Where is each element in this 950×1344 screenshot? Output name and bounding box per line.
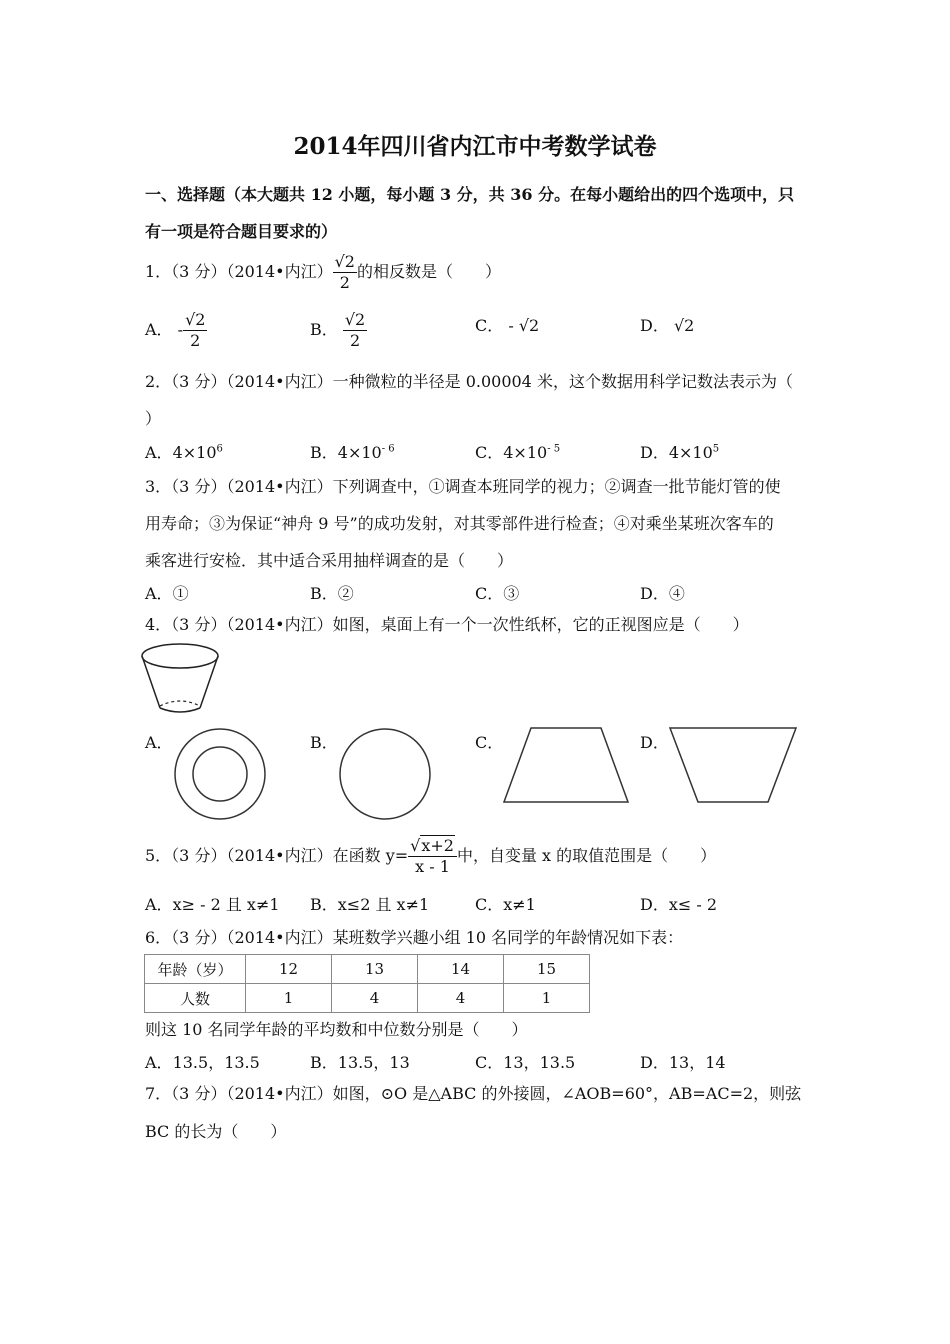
q4-option-b-figure-circle bbox=[337, 726, 433, 822]
option-label: B． bbox=[310, 320, 338, 339]
option-label: B． bbox=[310, 1053, 338, 1072]
option-label: B． bbox=[310, 895, 338, 914]
table-cell: 1 bbox=[246, 984, 332, 1013]
q5-prefix: 5．（3 分）（2014•内江）在函数 y= bbox=[145, 846, 409, 865]
q5-radicand: x+2 bbox=[421, 836, 454, 855]
option-label: D． bbox=[640, 584, 669, 603]
option-value: x≥ - 2 且 x≠1 bbox=[172, 895, 280, 914]
q1-frac-den: 2 bbox=[339, 273, 350, 292]
option-value: 13.5，13.5 bbox=[172, 1053, 260, 1072]
q5-option-d bbox=[640, 892, 717, 915]
q5-frac-den: x - 1 bbox=[415, 857, 450, 876]
q2-option-d bbox=[640, 440, 719, 463]
table-cell: 4 bbox=[332, 984, 418, 1013]
q1-option-c bbox=[475, 313, 539, 336]
q1-prefix: 1．（3 分）（2014•内江） bbox=[145, 262, 333, 281]
option-value: ④ bbox=[668, 584, 685, 603]
option-value: 13.5，13 bbox=[337, 1053, 410, 1072]
q1-frac-num: √2 bbox=[334, 252, 355, 271]
table-cell: 12 bbox=[246, 955, 332, 984]
table-cell: 人数 bbox=[145, 984, 246, 1013]
q3-option-b bbox=[310, 581, 354, 604]
q1-option-b bbox=[310, 310, 367, 351]
option-base: 4×10 bbox=[503, 443, 548, 462]
q4-option-a-figure-concentric-circles bbox=[172, 726, 268, 822]
frac-den: 2 bbox=[349, 331, 361, 350]
option-label: C． bbox=[475, 316, 504, 335]
q5-option-a bbox=[145, 892, 280, 915]
q1-option-d bbox=[640, 313, 694, 336]
option-exponent: 5 bbox=[712, 443, 720, 455]
option-value: ② bbox=[337, 584, 354, 603]
question-2-line1: 2．（3 分）（2014•内江）一种微粒的半径是 0.00004 米，这个数据用科学记数法表示为（ bbox=[145, 372, 793, 391]
table-row bbox=[145, 955, 590, 984]
option-value: x≠1 bbox=[503, 895, 536, 914]
option-value: √2 bbox=[673, 316, 695, 335]
q3-option-d bbox=[640, 581, 685, 604]
q2-option-b bbox=[310, 440, 395, 463]
option-value: 13，13.5 bbox=[503, 1053, 576, 1072]
q1-option-a bbox=[145, 310, 207, 351]
q5-suffix: 中，自变量 x 的取值范围是（ ） bbox=[456, 846, 717, 865]
table-row bbox=[145, 984, 590, 1013]
q6-option-a bbox=[145, 1050, 260, 1073]
q4-option-a-label: A． bbox=[145, 733, 173, 752]
option-value: ① bbox=[172, 584, 189, 603]
question-3-line2: 用寿命；③为保证“神舟 9 号”的成功发射，对其零部件进行检查；④对乘坐某班次客车的 bbox=[145, 514, 774, 533]
option-base: 4×10 bbox=[172, 443, 217, 462]
table-cell: 年龄（岁） bbox=[145, 955, 246, 984]
minus-sign: - bbox=[177, 320, 184, 339]
q5-fraction bbox=[408, 836, 457, 877]
table-cell: 1 bbox=[504, 984, 590, 1013]
option-label: C． bbox=[475, 584, 504, 603]
option-label: C． bbox=[475, 895, 504, 914]
question-2-line2: ） bbox=[145, 409, 162, 428]
frac-den: 2 bbox=[190, 331, 201, 350]
option-label: C． bbox=[475, 1053, 504, 1072]
option-label: D． bbox=[640, 895, 669, 914]
option-label: D． bbox=[640, 316, 669, 335]
option-label: A． bbox=[145, 1053, 173, 1072]
option-exponent: - 5 bbox=[547, 443, 561, 455]
option-label: C． bbox=[475, 443, 504, 462]
option-label: A． bbox=[145, 443, 173, 462]
option-label: B． bbox=[310, 584, 338, 603]
frac-num: √2 bbox=[344, 310, 366, 329]
option-value: x≤2 且 x≠1 bbox=[337, 895, 430, 914]
q3-option-a bbox=[145, 581, 189, 604]
option-exponent: - 6 bbox=[381, 443, 395, 455]
question-7-line2: BC 的长为（ ） bbox=[145, 1122, 287, 1141]
q5-frac-num: √x+2 bbox=[408, 836, 457, 857]
q2-option-a bbox=[145, 440, 223, 463]
q4-option-c-label: C． bbox=[475, 733, 504, 752]
table-cell: 4 bbox=[418, 984, 504, 1013]
option-label: D． bbox=[640, 443, 669, 462]
q4-option-d-figure-inverted-trapezoid bbox=[666, 724, 800, 806]
question-3-line1: 3．（3 分）（2014•内江）下列调查中，①调查本班同学的视力；②调查一批节能灯管的使 bbox=[145, 477, 781, 496]
question-6-line1: 6．（3 分）（2014•内江）某班数学兴趣小组 10 名同学的年龄情况如下表： bbox=[145, 928, 684, 947]
q3-option-c bbox=[475, 581, 519, 604]
option-base: 4×10 bbox=[337, 443, 382, 462]
section-heading-line2: 有一项是符合题目要求的） bbox=[145, 222, 338, 241]
age-table bbox=[144, 954, 590, 1013]
q6-option-b bbox=[310, 1050, 410, 1073]
q4-option-b-label: B． bbox=[310, 733, 338, 752]
option-base: 4×10 bbox=[668, 443, 713, 462]
section-heading-line1: 一、选择题（本大题共 12 小题，每小题 3 分，共 36 分。在每小题给出的四个选项中，只 bbox=[145, 185, 795, 204]
question-1 bbox=[145, 252, 501, 293]
q4-option-d-label: D． bbox=[640, 733, 669, 752]
table-cell: 13 bbox=[332, 955, 418, 984]
option-fraction bbox=[343, 310, 367, 351]
question-7-line1: 7．（3 分）（2014•内江）如图，⊙O 是△ABC 的外接圆，∠AOB=60°，AB=AC=2，则弦 bbox=[145, 1084, 802, 1103]
option-label: B． bbox=[310, 443, 338, 462]
table-cell: 14 bbox=[418, 955, 504, 984]
table-cell: 15 bbox=[504, 955, 590, 984]
paper-cup-figure bbox=[140, 640, 222, 720]
q6-option-d bbox=[640, 1050, 726, 1073]
option-label: A． bbox=[145, 320, 173, 339]
question-6-line2: 则这 10 名同学年龄的平均数和中位数分别是（ ） bbox=[145, 1020, 528, 1039]
question-4-line1: 4．（3 分）（2014•内江）如图，桌面上有一个一次性纸杯，它的正视图应是（ ） bbox=[145, 615, 749, 634]
q2-option-c bbox=[475, 440, 560, 463]
page-title: 2014年四川省内江市中考数学试卷 bbox=[293, 133, 657, 160]
option-value: - √2 bbox=[508, 316, 540, 335]
q6-option-c bbox=[475, 1050, 575, 1073]
frac-num: √2 bbox=[185, 310, 206, 329]
option-label: A． bbox=[145, 584, 173, 603]
option-value: 13，14 bbox=[668, 1053, 726, 1072]
question-5 bbox=[145, 836, 716, 877]
option-exponent: 6 bbox=[216, 443, 223, 455]
q5-option-b bbox=[310, 892, 429, 915]
q1-suffix: 的相反数是（ ） bbox=[356, 262, 501, 281]
question-3-line3: 乘客进行安检．其中适合采用抽样调查的是（ ） bbox=[145, 551, 514, 570]
q1-fraction bbox=[333, 252, 357, 293]
q4-option-c-figure-trapezoid bbox=[500, 724, 632, 806]
option-label: A． bbox=[145, 895, 173, 914]
option-fraction bbox=[183, 310, 207, 351]
option-value: ③ bbox=[503, 584, 520, 603]
option-label: D． bbox=[640, 1053, 669, 1072]
q5-option-c bbox=[475, 892, 536, 915]
option-value: x≤ - 2 bbox=[668, 895, 718, 914]
